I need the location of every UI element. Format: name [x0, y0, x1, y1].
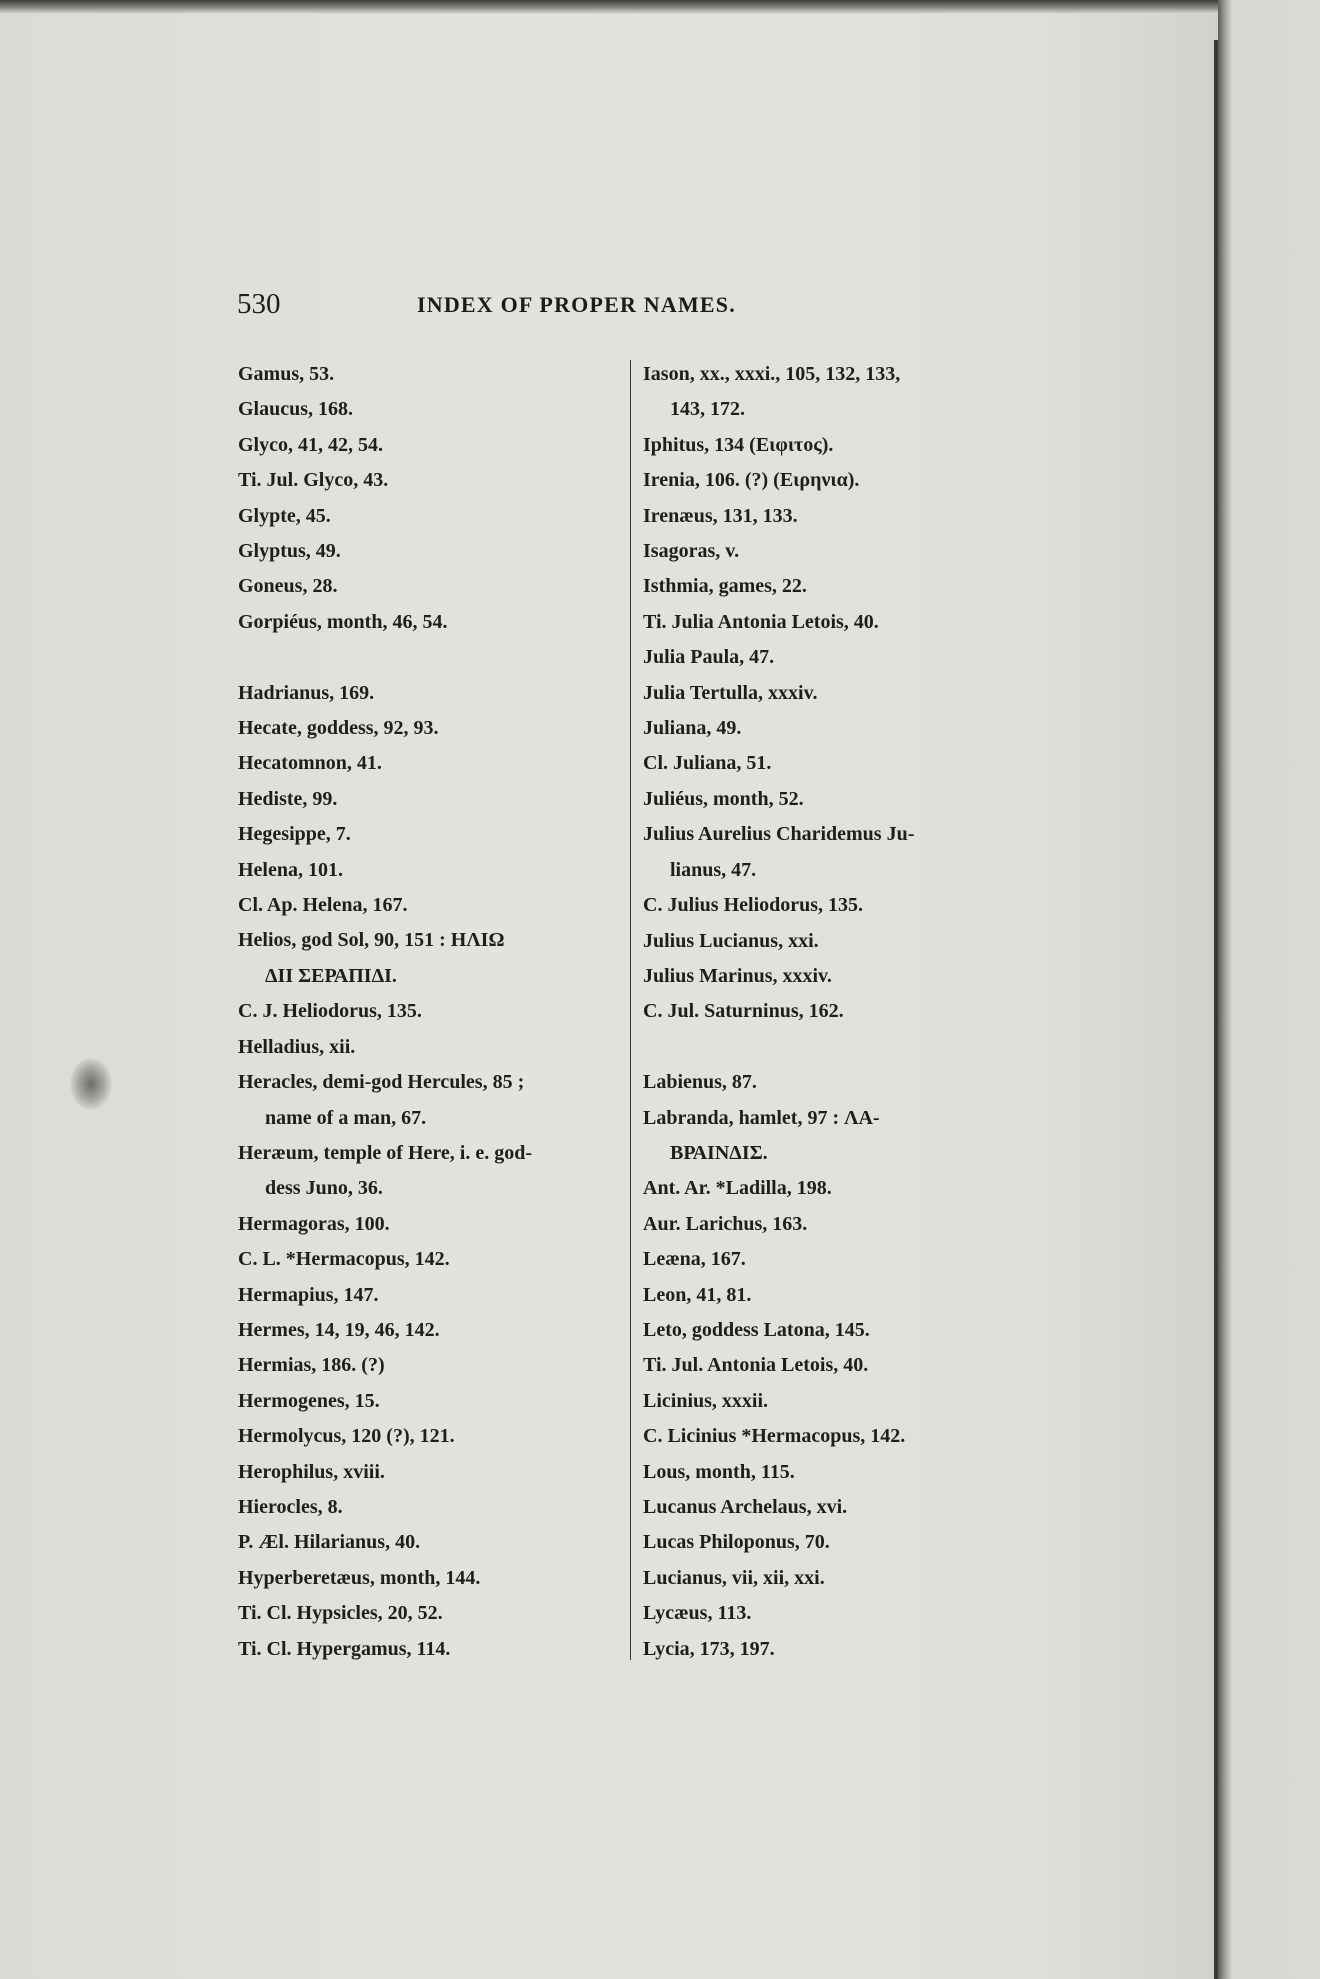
index-entry: Ti. Cl. Hypergamus, 114.	[238, 1637, 451, 1660]
index-entry: Licinius, xxxii.	[643, 1389, 769, 1412]
index-entry: Glaucus, 168.	[238, 398, 354, 421]
index-entry: Glyptus, 49.	[238, 540, 341, 563]
index-entry: C. Julius Heliodorus, 135.	[643, 894, 864, 917]
section-gap	[238, 640, 623, 675]
index-entry: Glypte, 45.	[238, 504, 331, 527]
index-entry: Lucanus Archelaus, xvi.	[643, 1495, 848, 1518]
index-entry: Goneus, 28.	[238, 575, 338, 598]
index-entry: Leæna, 167.	[643, 1248, 746, 1271]
index-entry: Iason, xx., xxxi., 105, 132, 133,	[643, 363, 901, 385]
index-entry: Hierocles, 8.	[238, 1495, 343, 1518]
index-entry: Ant. Ar. *Ladilla, 198.	[643, 1177, 832, 1200]
index-entry: Ti. Cl. Hypsicles, 20, 52.	[238, 1602, 443, 1625]
index-entry: Lycæus, 113.	[643, 1602, 752, 1625]
index-entry: Cl. Juliana, 51.	[643, 752, 772, 775]
index-entry: Lucas Philoponus, 70.	[643, 1531, 830, 1554]
index-entry: Aur. Larichus, 163.	[643, 1212, 808, 1235]
index-entry-continuation: 143, 172.	[670, 398, 745, 421]
index-entry: Heracles, demi-god Hercules, 85 ;	[238, 1071, 525, 1094]
index-entry-continuation: dess Juno, 36.	[265, 1177, 383, 1200]
index-entry: Leto, goddess Latona, 145.	[643, 1318, 870, 1341]
index-entry: Ti. Julia Antonia Letois, 40.	[643, 610, 879, 633]
page-number: 530	[237, 288, 281, 320]
index-entry: Hermapius, 147.	[238, 1283, 379, 1306]
index-entry: Hecatomnon, 41.	[238, 752, 382, 775]
index-entry: Hecate, goddess, 92, 93.	[238, 717, 439, 740]
index-entry: Herophilus, xviii.	[238, 1460, 385, 1483]
index-entry: Julius Marinus, xxxiv.	[643, 964, 832, 987]
index-entry: Isagoras, v.	[643, 540, 740, 563]
index-entry: Isthmia, games, 22.	[643, 575, 807, 598]
index-entry: Hadrianus, 169.	[238, 681, 375, 704]
index-entry: Glyco, 41, 42, 54.	[238, 433, 383, 456]
index-entry: Gamus, 53.	[238, 363, 335, 385]
index-entry: Hermagoras, 100.	[238, 1212, 390, 1235]
index-entry: Julius Aurelius Charidemus Ju-	[643, 823, 915, 846]
index-entry: Julia Tertulla, xxxiv.	[643, 681, 818, 704]
index-entry: Labranda, hamlet, 97 : ΛΑ-	[643, 1106, 880, 1129]
index-entry-continuation: lianus, 47.	[670, 858, 757, 881]
index-entry: C. J. Heliodorus, 135.	[238, 1000, 422, 1023]
index-entry: Helladius, xii.	[238, 1035, 356, 1058]
index-entry: Iphitus, 134 (Ειφιτος).	[643, 433, 834, 456]
index-entry: Cl. Ap. Helena, 167.	[238, 894, 408, 917]
column-divider	[630, 360, 631, 1660]
index-entry: Lous, month, 115.	[643, 1460, 795, 1483]
index-entry-continuation: ΒΡΑΙΝΔΙΣ.	[670, 1141, 768, 1164]
index-entry: Irenæus, 131, 133.	[643, 504, 798, 527]
index-entry: Hermias, 186. (?)	[238, 1354, 385, 1377]
section-gap	[643, 1030, 1021, 1065]
page-top-edge	[0, 0, 1218, 14]
left-column	[238, 357, 623, 1667]
index-entry: Hegesippe, 7.	[238, 823, 351, 846]
index-entry: C. L. *Hermacopus, 142.	[238, 1248, 450, 1271]
index-entry: P. Æl. Hilarianus, 40.	[238, 1531, 421, 1554]
index-entry: Hermogenes, 15.	[238, 1389, 380, 1412]
index-entry: Ti. Jul. Glyco, 43.	[238, 469, 389, 492]
index-entry: Leon, 41, 81.	[643, 1283, 752, 1306]
right-column	[643, 357, 1021, 1667]
index-entry: Helios, god Sol, 90, 151 : ΗΛΙΩ	[238, 929, 505, 952]
index-entry-continuation: ΔΙΙ ΣΕΡΑΠΙΔΙ.	[265, 964, 397, 987]
index-entry: Lycia, 173, 197.	[643, 1637, 775, 1660]
index-entry-continuation: name of a man, 67.	[265, 1106, 427, 1129]
index-entry: Hyperberetæus, month, 144.	[238, 1566, 481, 1589]
running-title: INDEX OF PROPER NAMES.	[417, 292, 736, 317]
index-entry: C. Licinius *Hermacopus, 142.	[643, 1425, 906, 1448]
index-entry: Juliéus, month, 52.	[643, 787, 804, 810]
index-entry: Julius Lucianus, xxi.	[643, 929, 819, 952]
index-entry: Heræum, temple of Here, i. e. god-	[238, 1141, 532, 1164]
index-entry: Labienus, 87.	[643, 1071, 757, 1094]
index-entry: Hermes, 14, 19, 46, 142.	[238, 1318, 440, 1341]
index-entry: Hediste, 99.	[238, 787, 338, 810]
index-entry: Gorpiéus, month, 46, 54.	[238, 610, 448, 633]
index-entry: Juliana, 49.	[643, 717, 742, 740]
page-smudge	[70, 1058, 112, 1110]
index-entry: Helena, 101.	[238, 858, 343, 881]
index-entry: Irenia, 106. (?) (Ειρηνια).	[643, 469, 860, 492]
adjacent-page-edge	[1214, 40, 1218, 1979]
index-entry: Hermolycus, 120 (?), 121.	[238, 1425, 455, 1448]
page-header	[237, 288, 1037, 332]
index-entry: Ti. Jul. Antonia Letois, 40.	[643, 1354, 869, 1377]
adjacent-page	[1218, 0, 1320, 1979]
index-entry: C. Jul. Saturninus, 162.	[643, 1000, 844, 1023]
index-entry: Lucianus, vii, xii, xxi.	[643, 1566, 825, 1589]
index-entry: Julia Paula, 47.	[643, 646, 775, 669]
